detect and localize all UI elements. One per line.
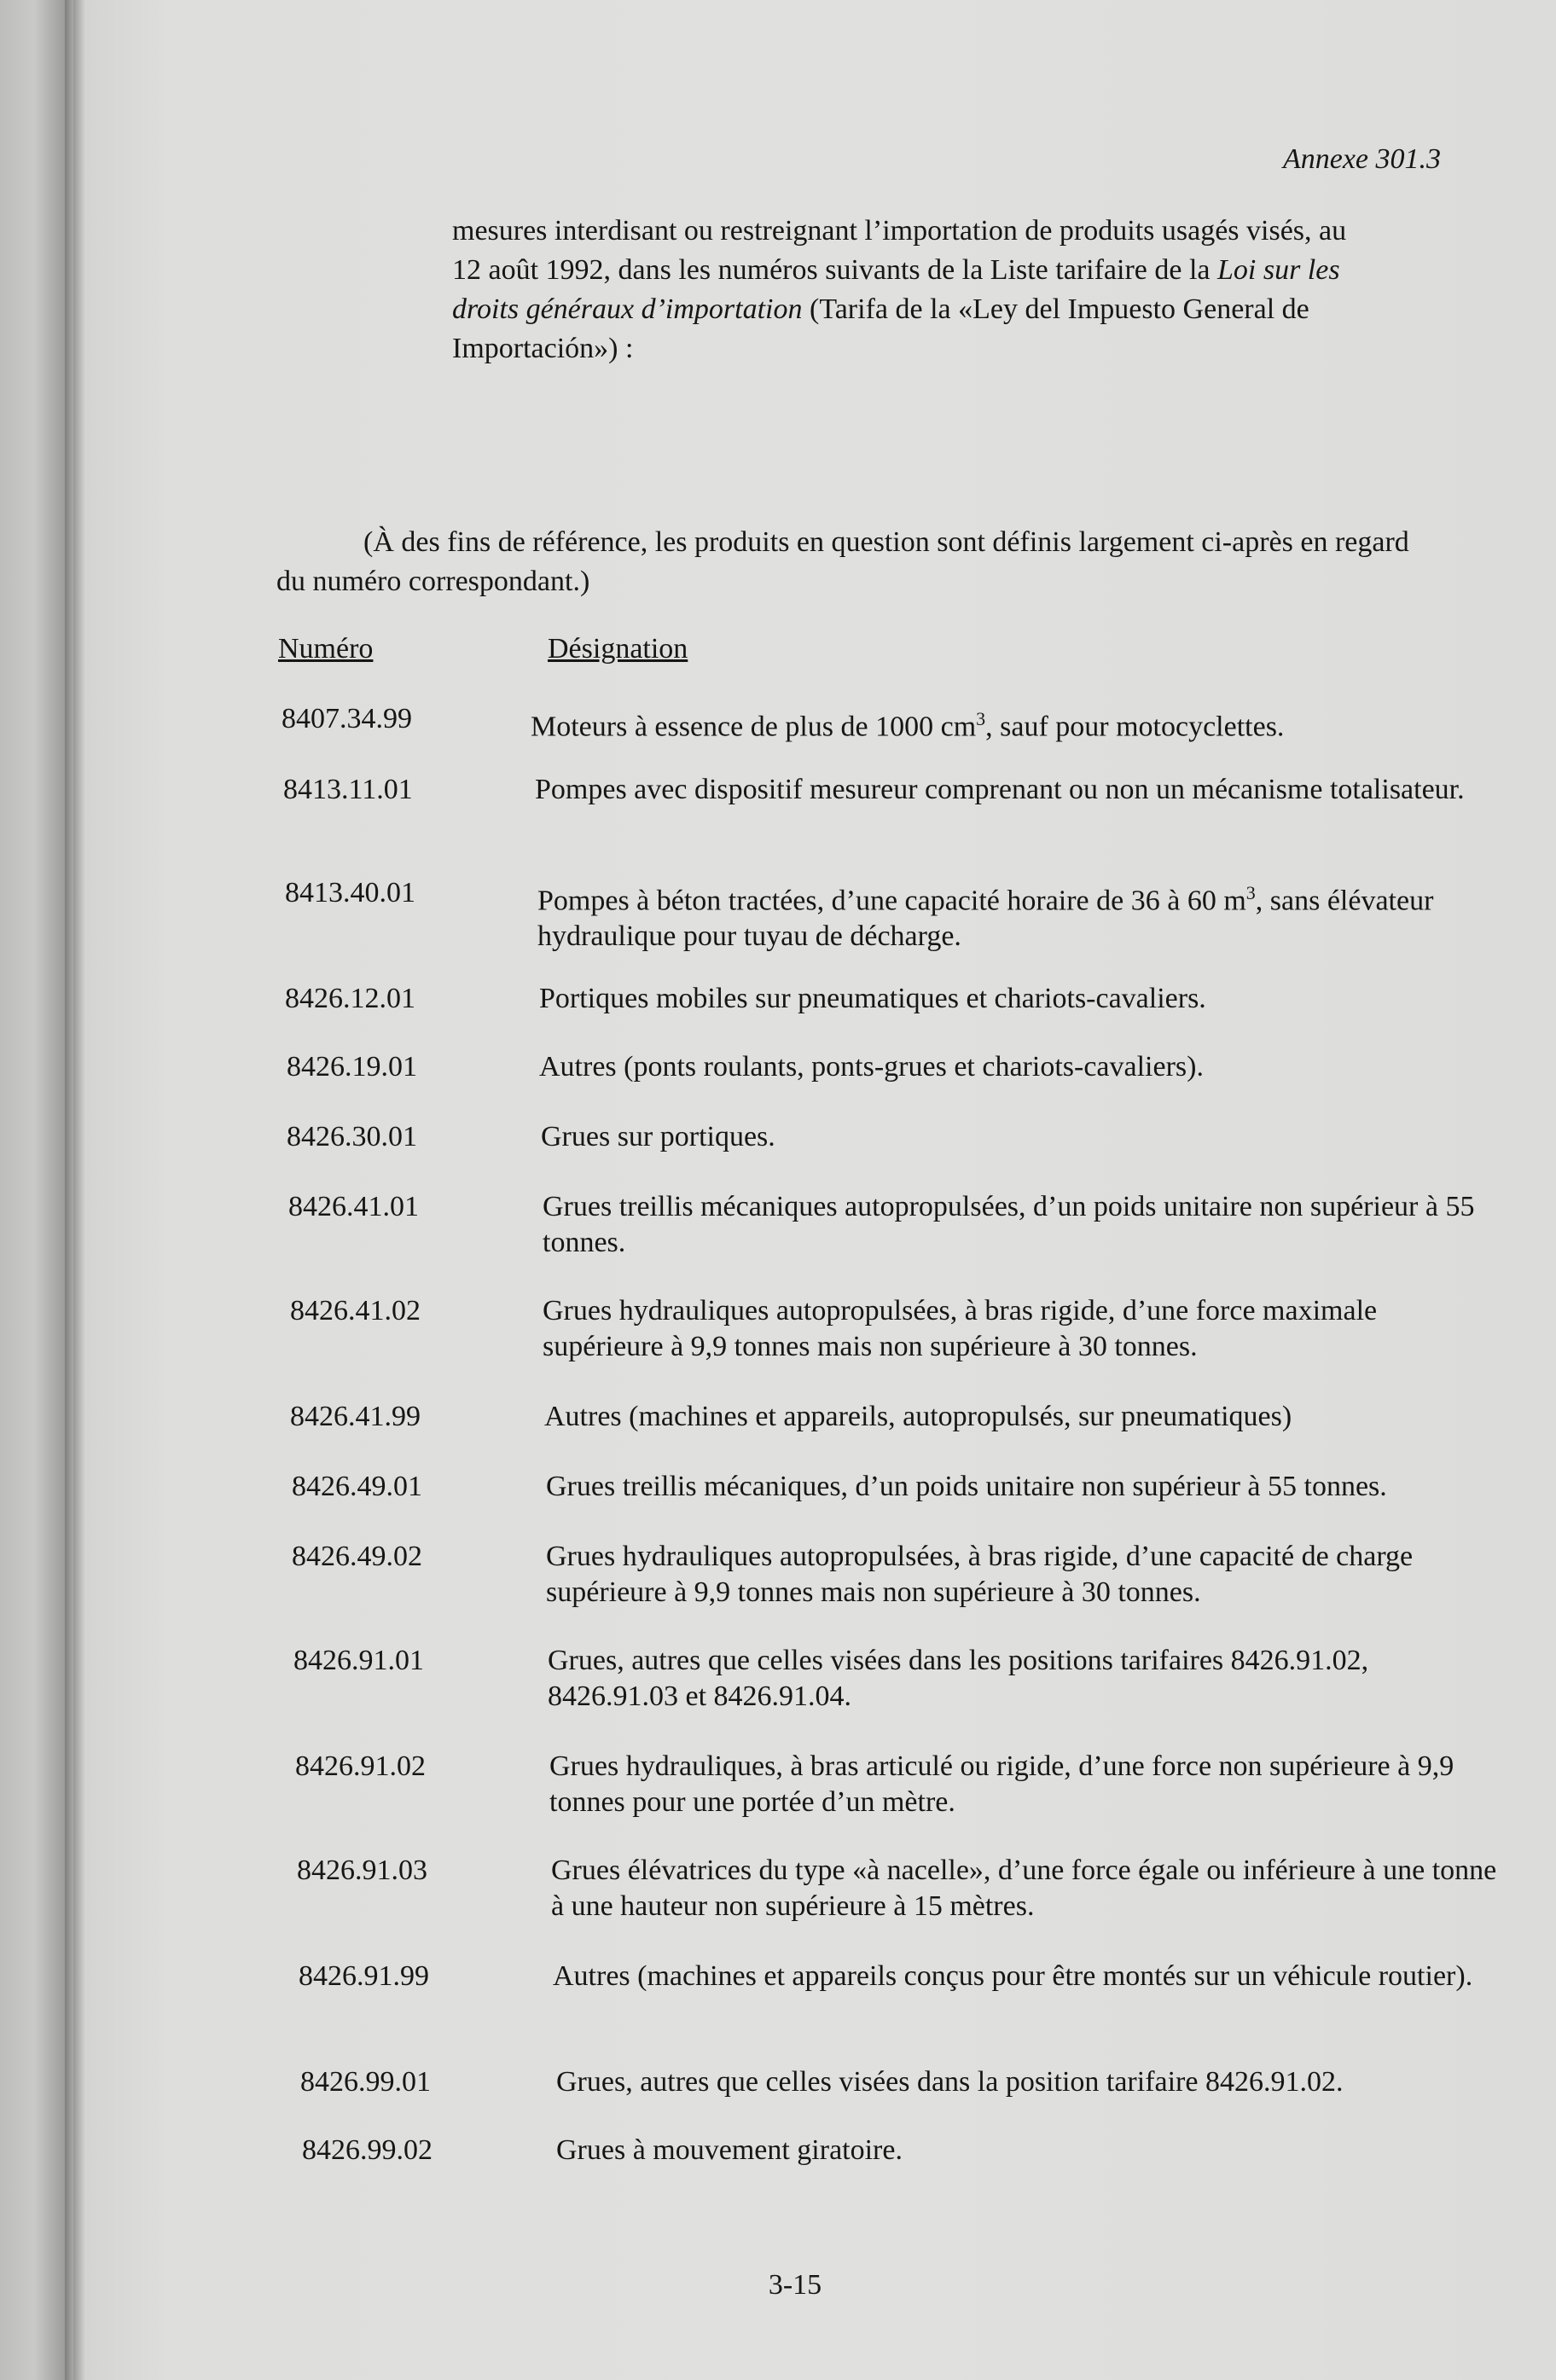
tariff-number: 8426.91.02 [295, 1750, 426, 1782]
tariff-designation [551, 1853, 1507, 1924]
tariff-number: 8426.41.01 [288, 1191, 419, 1222]
tariff-number: 8426.91.01 [293, 1645, 424, 1676]
designation-text: Grues treillis mécaniques, d’un poids unitaire non supérieur à 55 tonnes. [546, 1471, 1387, 1502]
designation-text: Grues treillis mécaniques autopropulsées, d’un poids unitaire non supérieur à 55 tonnes. [543, 1191, 1475, 1258]
designation-text: Grues, autres que celles visées dans les positions tarifaires 8426.91.02, 8426.91.03 et 8426.91.04. [548, 1645, 1369, 1712]
tariff-designation [546, 1539, 1501, 1611]
tariff-number: 8413.40.01 [285, 877, 415, 908]
designation-text-suffix: , sauf pour motocyclettes. [985, 711, 1285, 743]
tariff-number: 8426.99.01 [300, 2066, 431, 2098]
designation-text: Portiques mobiles sur pneumatiques et chariots-cavaliers. [539, 983, 1206, 1014]
column-header-designation: Désignation [548, 633, 688, 665]
tariff-designation [539, 981, 1495, 1017]
tariff-number: 8426.91.99 [299, 1960, 429, 1992]
designation-text: Autres (machines et appareils, autopropulsés, sur pneumatiques) [544, 1401, 1292, 1432]
page-number: 3-15 [768, 2269, 822, 2301]
designation-text: Grues hydrauliques autopropulsées, à bras rigide, d’une capacité de charge supérieure à 9,9 tonnes mais non supérieure à 30 tonnes. [546, 1541, 1414, 1608]
column-header-number: Numéro [278, 633, 374, 665]
tariff-number: 8426.30.01 [287, 1121, 417, 1152]
designation-text: Grues élévatrices du type «à nacelle», d’une force égale ou inférieure à une tonne à une hauteur non supérieure à 15 mètres. [551, 1855, 1497, 1922]
tariff-designation [541, 1119, 1496, 1155]
tariff-designation [544, 1399, 1500, 1435]
tariff-designation [539, 1049, 1495, 1085]
tariff-number: 8413.11.01 [283, 774, 413, 805]
tariff-designation [531, 701, 1486, 745]
tariff-designation [553, 1959, 1508, 1994]
tariff-designation [546, 1469, 1501, 1505]
tariff-number: 8407.34.99 [282, 703, 412, 734]
book-spine-shadow [65, 0, 73, 2380]
designation-text: Grues hydrauliques, à bras articulé ou rigide, d’une force non supérieure à 9,9 tonnes pour une portée d’un mètre. [549, 1750, 1454, 1818]
tariff-designation [543, 1293, 1498, 1365]
tariff-designation [543, 1189, 1498, 1261]
designation-text: Grues sur portiques. [541, 1121, 775, 1152]
law-name: Loi sur les droits généraux d’importation [452, 254, 1340, 325]
tariff-designation [548, 1643, 1503, 1715]
designation-text: Pompes avec dispositif mesureur comprenant ou non un mécanisme totalisateur. [535, 774, 1465, 805]
designation-superscript: 3 [976, 708, 986, 729]
designation-superscript: 3 [1245, 882, 1256, 903]
tariff-designation [549, 1749, 1505, 1820]
designation-text: Grues hydrauliques autopropulsées, à bras rigide, d’une force maximale supérieure à 9,9 tonnes mais non supérieure à 30 tonnes. [543, 1295, 1378, 1362]
designation-text: Pompes à béton tractées, d’une capacité horaire de 36 à 60 m [537, 885, 1246, 917]
tariff-number: 8426.19.01 [287, 1051, 417, 1083]
tariff-number: 8426.41.02 [290, 1295, 421, 1326]
tariff-number: 8426.49.02 [292, 1541, 422, 1572]
tariff-designation [556, 2064, 1512, 2100]
designation-text: Grues à mouvement giratoire. [556, 2134, 903, 2166]
designation-text-suffix: , sans élévateur hydraulique pour tuyau de décharge. [537, 885, 1434, 953]
tariff-number: 8426.91.03 [297, 1855, 427, 1886]
annex-header: Annexe 301.3 [1282, 143, 1441, 175]
tariff-number: 8426.99.02 [302, 2134, 433, 2166]
tariff-number: 8426.49.01 [292, 1471, 422, 1502]
tariff-number: 8426.12.01 [285, 983, 415, 1014]
intro-paragraph [452, 212, 1373, 369]
designation-text: Autres (machines et appareils conçus pour être montés sur un véhicule routier). [553, 1960, 1473, 1992]
tariff-number: 8426.41.99 [290, 1401, 421, 1432]
designation-text: Moteurs à essence de plus de 1000 cm [531, 711, 977, 743]
tariff-designation [537, 875, 1493, 955]
designation-text: Grues, autres que celles visées dans la position tarifaire 8426.91.02. [556, 2066, 1344, 2098]
reference-note: (À des fins de référence, les produits en question sont définis largement ci-après en regard du numéro correspondant.) [276, 526, 1409, 597]
designation-text: Autres (ponts roulants, ponts-grues et chariots-cavaliers). [539, 1051, 1204, 1083]
tariff-designation [535, 772, 1490, 808]
intro-part2: (Tarifa de la «Ley del Impuesto General de Importación») : [452, 293, 1309, 364]
tariff-designation [556, 2133, 1512, 2168]
intro-part1: mesures interdisant ou restreignant l’importation de produits usagés visés, au 12 août 1992, dans les numéros suivants de la Liste tarifaire de la [452, 215, 1347, 286]
